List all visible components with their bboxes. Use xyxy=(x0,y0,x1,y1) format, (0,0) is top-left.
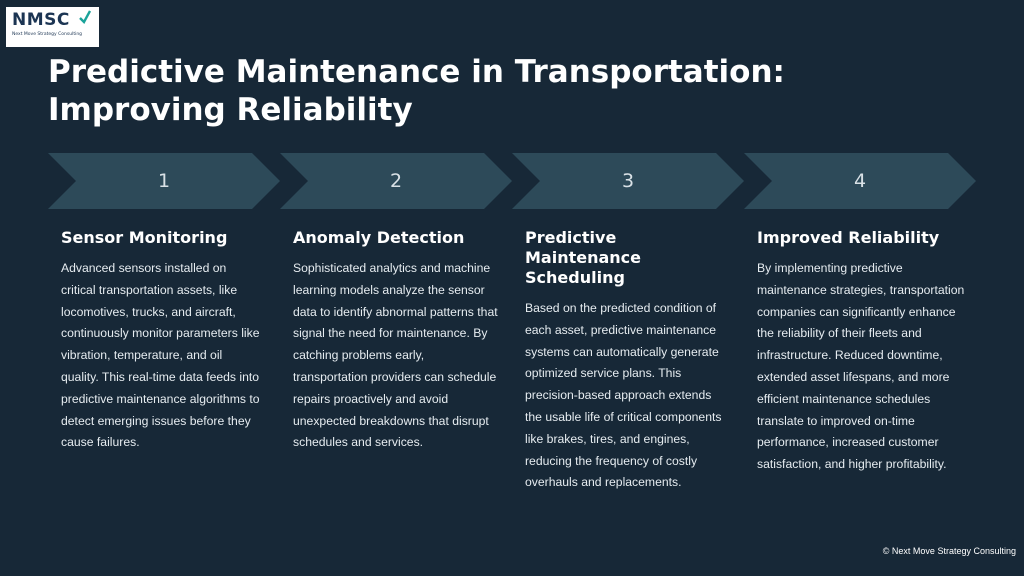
step-number: 1 xyxy=(157,170,171,192)
company-logo xyxy=(6,7,99,47)
logo-tagline: Next Move Strategy Consulting xyxy=(12,32,83,37)
step-chevron-2 xyxy=(280,153,512,209)
step-heading: Predictive Maintenance Scheduling xyxy=(525,228,642,287)
logo-name: NMSC xyxy=(12,10,70,30)
step-number: 4 xyxy=(853,170,867,192)
step-heading: Anomaly Detection xyxy=(293,228,465,247)
step-description: Sophisticated analytics and machine learning models analyze the sensor data to identify abnormal patterns that signal the need for maintenance. By catching problems early, transportation providers can schedule repairs proactively and avoid unexpected breakdowns that disrupt schedules and services. xyxy=(293,261,498,450)
step-heading: Sensor Monitoring xyxy=(61,228,228,247)
step-column-3 xyxy=(525,228,722,494)
copyright-footer: © Next Move Strategy Consulting xyxy=(882,546,1016,556)
step-number: 2 xyxy=(389,170,403,192)
step-chevron-4 xyxy=(744,153,976,209)
step-column-1 xyxy=(61,228,273,454)
step-chevron-3 xyxy=(512,153,744,209)
step-description: By implementing predictive maintenance strategies, transportation companies can significantly enhance the reliability of their fleets and infrastructure. Reduced downtime, extended asset lifespans, and more efficient maintenance schedules translate to improved on-time performance, increased customer satisfaction, and higher profitability. xyxy=(757,261,965,472)
step-heading: Improved Reliability xyxy=(757,228,940,247)
step-column-4 xyxy=(757,228,969,476)
step-chevron-1 xyxy=(48,153,280,209)
logo-check-icon xyxy=(79,10,91,24)
step-description: Advanced sensors installed on critical transportation assets, like locomotives, trucks, and aircraft, continuously monitor parameters like vibration, temperature, and oil quality. This real-time data feeds into predictive maintenance algorithms to detect emerging issues before they cause failures. xyxy=(61,261,260,450)
page-title: Predictive Maintenance in Transportation: Improving Reliability xyxy=(48,54,785,128)
step-column-2 xyxy=(293,228,505,454)
step-number: 3 xyxy=(621,170,635,192)
step-description: Based on the predicted condition of each asset, predictive maintenance systems can automatically generate optimized service plans. This precision-based approach extends the usable life of critical components like brakes, tires, and engines, reducing the frequency of costly overhauls and replacements. xyxy=(525,301,722,490)
